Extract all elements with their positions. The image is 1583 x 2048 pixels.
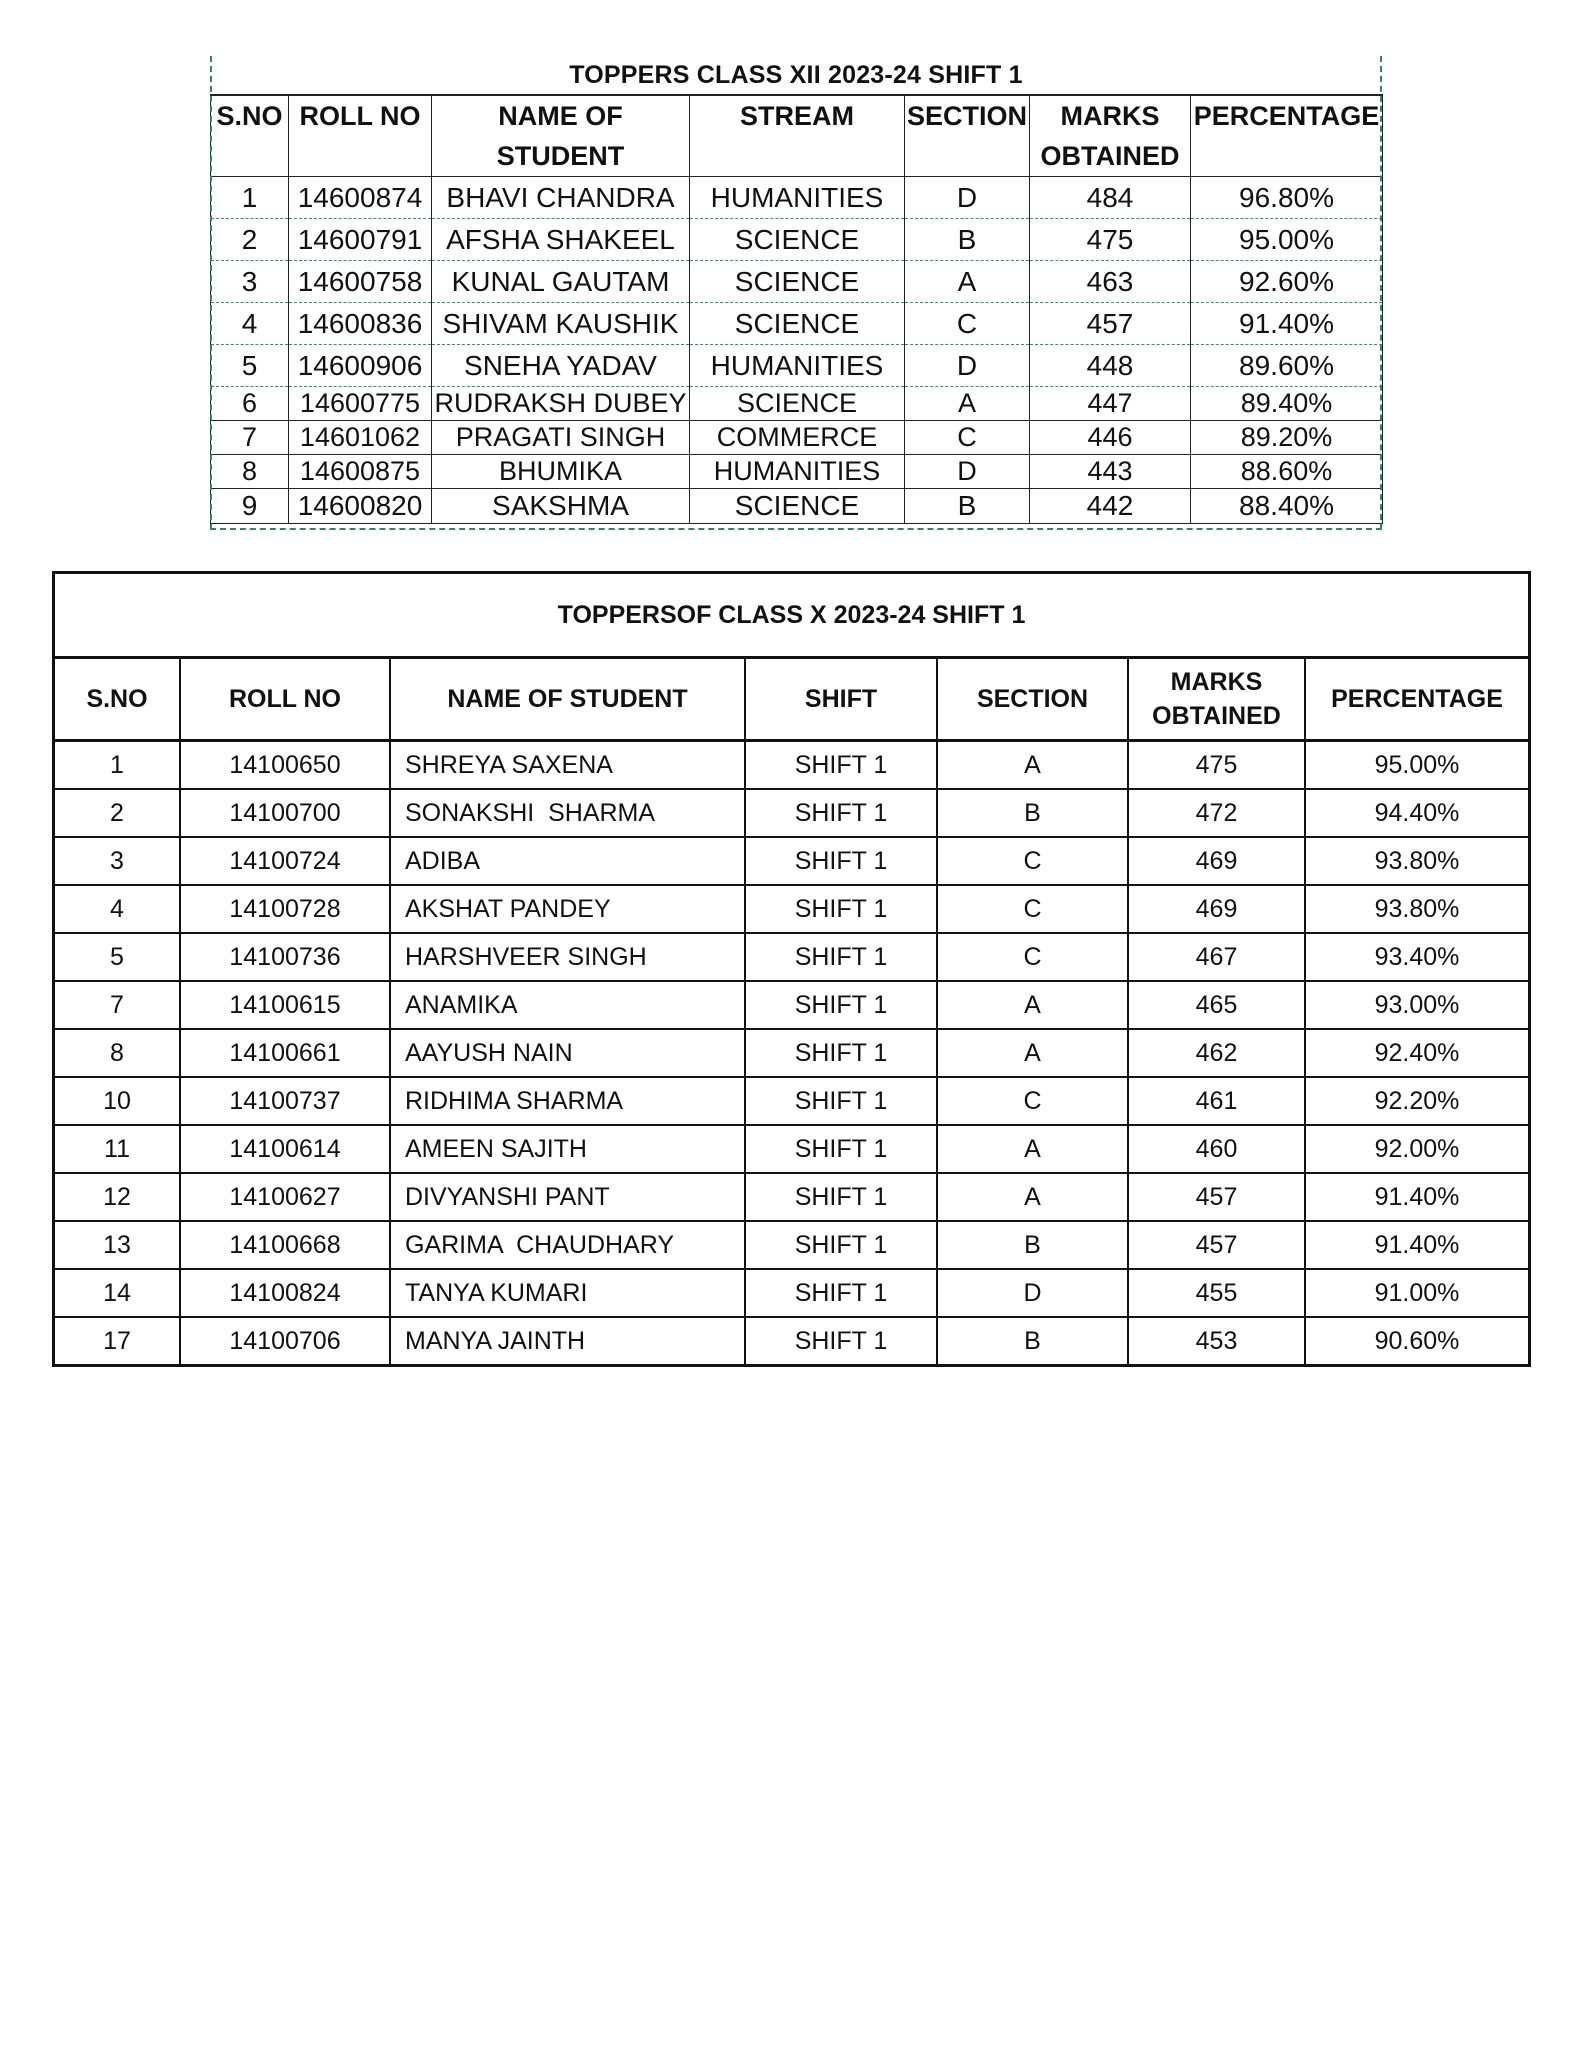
cell-section: A [905,387,1030,421]
cell-roll-no: 14100627 [180,1173,390,1221]
cell-sno: 13 [55,1221,180,1269]
cell-percentage: 92.20% [1305,1077,1528,1125]
header-name-of-student [432,95,690,177]
cell-shift: SHIFT 1 [745,1173,937,1221]
cell-name: BHUMIKA [432,455,690,489]
table-row [211,177,1383,219]
cell-roll-no: 14100706 [180,1317,390,1364]
cell-percentage: 91.40% [1191,303,1383,345]
cell-shift: SHIFT 1 [745,1029,937,1077]
cell-marks: 472 [1128,789,1305,837]
cell-marks: 455 [1128,1269,1305,1317]
cell-roll-no: 14600758 [289,261,432,303]
header-name-line2: STUDENT [496,141,625,171]
cell-section: C [937,933,1128,981]
cell-name: TANYA KUMARI [390,1269,745,1317]
cell-section: A [937,1125,1128,1173]
cell-shift: SHIFT 1 [745,1317,937,1364]
cell-shift: SHIFT 1 [745,1125,937,1173]
table-row [211,345,1383,387]
header-marks-line1: MARKS [1060,101,1160,131]
class12-body [211,177,1383,524]
cell-name: SONAKSHI SHARMA [390,789,745,837]
cell-percentage: 94.40% [1305,789,1528,837]
cell-percentage: 92.00% [1305,1125,1528,1173]
class12-header [211,95,1383,177]
cell-percentage: 89.20% [1191,421,1383,455]
cell-marks: 457 [1128,1173,1305,1221]
cell-roll-no: 14100728 [180,885,390,933]
cell-sno: 1 [211,177,289,219]
cell-marks: 484 [1030,177,1191,219]
cell-shift: SHIFT 1 [745,1077,937,1125]
cell-marks: 448 [1030,345,1191,387]
cell-percentage: 88.40% [1191,489,1383,524]
cell-section: A [937,1173,1128,1221]
cell-marks: 461 [1128,1077,1305,1125]
table-row [55,933,1528,981]
header-name-of-student: NAME OF STUDENT [390,659,745,741]
table-row [55,1269,1528,1317]
class10-toppers-table [52,571,1531,1367]
table-row [55,1173,1528,1221]
cell-marks: 457 [1030,303,1191,345]
class12-table [210,94,1383,524]
table-row [55,885,1528,933]
cell-percentage: 89.40% [1191,387,1383,421]
cell-roll-no: 14601062 [289,421,432,455]
cell-stream: SCIENCE [690,489,905,524]
table-row [55,837,1528,885]
header-shift: SHIFT [745,659,937,741]
cell-name: AAYUSH NAIN [390,1029,745,1077]
cell-section: B [905,219,1030,261]
cell-section: C [905,421,1030,455]
cell-name: ANAMIKA [390,981,745,1029]
cell-roll-no: 14100737 [180,1077,390,1125]
header-marks-obtained [1030,95,1191,177]
cell-marks: 462 [1128,1029,1305,1077]
cell-stream: SCIENCE [690,387,905,421]
cell-percentage: 95.00% [1305,741,1528,790]
cell-stream: SCIENCE [690,261,905,303]
header-marks-line1: MARKS [1170,668,1263,696]
table-row [55,981,1528,1029]
header-percentage: PERCENTAGE [1191,95,1383,177]
class10-table [55,659,1528,1364]
class10-header [55,659,1528,741]
cell-marks: 463 [1030,261,1191,303]
cell-section: A [905,261,1030,303]
cell-name: AFSHA SHAKEEL [432,219,690,261]
cell-name: ADIBA [390,837,745,885]
cell-sno: 7 [211,421,289,455]
cell-percentage: 93.80% [1305,837,1528,885]
cell-section: A [937,981,1128,1029]
cell-marks: 446 [1030,421,1191,455]
cell-shift: SHIFT 1 [745,789,937,837]
cell-name: HARSHVEER SINGH [390,933,745,981]
class10-title: TOPPERSOF CLASS X 2023-24 SHIFT 1 [55,574,1528,659]
cell-percentage: 90.60% [1374,1326,1460,1355]
cell-shift: SHIFT 1 [745,933,937,981]
cell-sno: 2 [211,219,289,261]
header-stream: STREAM [690,95,905,177]
cell-roll-no: 14600791 [289,219,432,261]
cell-sno: 6 [211,387,289,421]
table-row [211,261,1383,303]
cell-sno: 8 [211,455,289,489]
cell-roll-no: 14100614 [180,1125,390,1173]
cell-name: PRAGATI SINGH [432,421,690,455]
cell-percentage: 96.80% [1191,177,1383,219]
cell-marks: 443 [1030,455,1191,489]
cell-percentage: 91.40% [1305,1173,1528,1221]
table-row [211,219,1383,261]
cell-marks: 453 [1128,1317,1305,1364]
cell-name: RIDHIMA SHARMA [390,1077,745,1125]
cell-marks: 469 [1128,837,1305,885]
cell-sno: 4 [211,303,289,345]
cell-marks: 475 [1128,741,1305,790]
cell-sno: 2 [55,789,180,837]
cell-marks: 442 [1030,489,1191,524]
cell-marks: 469 [1128,885,1305,933]
header-name-line1: NAME OF [498,101,623,131]
class12-title: TOPPERS CLASS XII 2023-24 SHIFT 1 [569,61,1023,89]
cell-section: C [937,1077,1128,1125]
cell-sno: 10 [55,1077,180,1125]
header-marks-obtained [1128,659,1305,741]
cell-sno: 3 [55,837,180,885]
cell-sno: 5 [55,933,180,981]
cell-stream: HUMANITIES [690,455,905,489]
cell-name: AKSHAT PANDEY [390,885,745,933]
cell-sno: 7 [55,981,180,1029]
cell-section: C [905,303,1030,345]
cell-stream: SCIENCE [690,303,905,345]
cell-roll-no: 14100650 [180,741,390,790]
cell-name: MANYA JAINTH [390,1317,745,1364]
cell-name: GARIMA CHAUDHARY [390,1221,745,1269]
cell-section: B [937,1317,1128,1364]
cell-stream: SCIENCE [690,219,905,261]
cell-section: B [905,489,1030,524]
table-row [55,789,1528,837]
cell-shift: SHIFT 1 [745,1221,937,1269]
cell-shift: SHIFT 1 [745,885,937,933]
cell-stream: HUMANITIES [690,345,905,387]
table-row [55,1221,1528,1269]
cell-roll-no: 14600874 [289,177,432,219]
cell-percentage: 91.40% [1305,1221,1528,1269]
cell-section: D [905,345,1030,387]
cell-section: A [937,741,1128,790]
cell-name: DIVYANSHI PANT [390,1173,745,1221]
cell-shift: SHIFT 1 [745,837,937,885]
cell-percentage: 93.40% [1305,933,1528,981]
cell-name: RUDRAKSH DUBEY [432,387,690,421]
cell-roll-no: 14100700 [180,789,390,837]
cell-shift: SHIFT 1 [745,1269,937,1317]
cell-stream: HUMANITIES [690,177,905,219]
cell-sno: 3 [211,261,289,303]
cell-percentage: 92.40% [1305,1029,1528,1077]
cell-shift: SHIFT 1 [745,981,937,1029]
header-roll-no: ROLL NO [289,95,432,177]
table-row [55,1077,1528,1125]
cell-roll-no: 14100736 [180,933,390,981]
table-row [211,455,1383,489]
cell-roll-no: 14600906 [289,345,432,387]
cell-name: BHAVI CHANDRA [432,177,690,219]
cell-name: KUNAL GAUTAM [432,261,690,303]
cell-section: D [905,455,1030,489]
cell-sno: 11 [55,1125,180,1173]
table-row [55,1125,1528,1173]
cell-roll-no: 14100615 [180,981,390,1029]
cell-section: B [937,1221,1128,1269]
cell-marks: 460 [1128,1125,1305,1173]
table-row [55,741,1528,790]
cell-name: AMEEN SAJITH [390,1125,745,1173]
cell-marks: 447 [1030,387,1191,421]
cell-sno: 12 [55,1173,180,1221]
cell-section: A [937,1029,1128,1077]
header-sno: S.NO [55,659,180,741]
header-sno: S.NO [211,95,289,177]
table-row [211,303,1383,345]
cell-roll-no: 14100824 [180,1269,390,1317]
header-roll-no: ROLL NO [180,659,390,741]
cell-marks: 475 [1030,219,1191,261]
cell-roll-no: 14600836 [289,303,432,345]
table-row [211,489,1383,524]
class10-body [55,741,1528,1365]
cell-shift: SHIFT 1 [745,741,937,790]
header-section: SECTION [905,95,1030,177]
cell-marks: 457 [1128,1221,1305,1269]
cell-marks: 465 [1128,981,1305,1029]
table-row [55,1029,1528,1077]
table-row [55,1317,1528,1364]
cell-sno: 1 [55,741,180,790]
header-percentage: PERCENTAGE [1305,659,1528,741]
cell-percentage: 93.00% [1305,981,1528,1029]
table-row [211,387,1383,421]
cell-marks: 467 [1128,933,1305,981]
cell-roll-no: 14600875 [289,455,432,489]
header-section: SECTION [937,659,1128,741]
cell-roll-no: 14100668 [180,1221,390,1269]
cell-section: D [937,1269,1128,1317]
cell-stream: COMMERCE [690,421,905,455]
table-row [211,421,1383,455]
cell-sno: 17 [55,1317,180,1364]
cell-percentage: 93.80% [1305,885,1528,933]
cell-section: D [905,177,1030,219]
cell-sno: 5 [211,345,289,387]
cell-roll-no: 14600820 [289,489,432,524]
cell-name: SHIVAM KAUSHIK [432,303,690,345]
cell-roll-no: 14600775 [289,387,432,421]
cell-percentage: 89.60% [1191,345,1383,387]
cell-percentage: 95.00% [1191,219,1383,261]
cell-sno: 14 [55,1269,180,1317]
header-marks-line2: OBTAINED [1040,141,1180,171]
cell-section: C [937,885,1128,933]
cell-sno: 8 [55,1029,180,1077]
cell-percentage: 88.60% [1191,455,1383,489]
cell-name: SHREYA SAXENA [390,741,745,790]
header-marks-line2: OBTAINED [1152,702,1281,730]
cell-sno: 4 [55,885,180,933]
cell-percentage: 91.00% [1305,1269,1528,1317]
cell-sno: 9 [211,489,289,524]
cell-section: B [937,789,1128,837]
cell-roll-no: 14100661 [180,1029,390,1077]
cell-name: SAKSHMA [432,489,690,524]
cell-roll-no: 14100724 [180,837,390,885]
cell-name: SNEHA YADAV [432,345,690,387]
cell-percentage: 92.60% [1191,261,1383,303]
cell-section: C [937,837,1128,885]
